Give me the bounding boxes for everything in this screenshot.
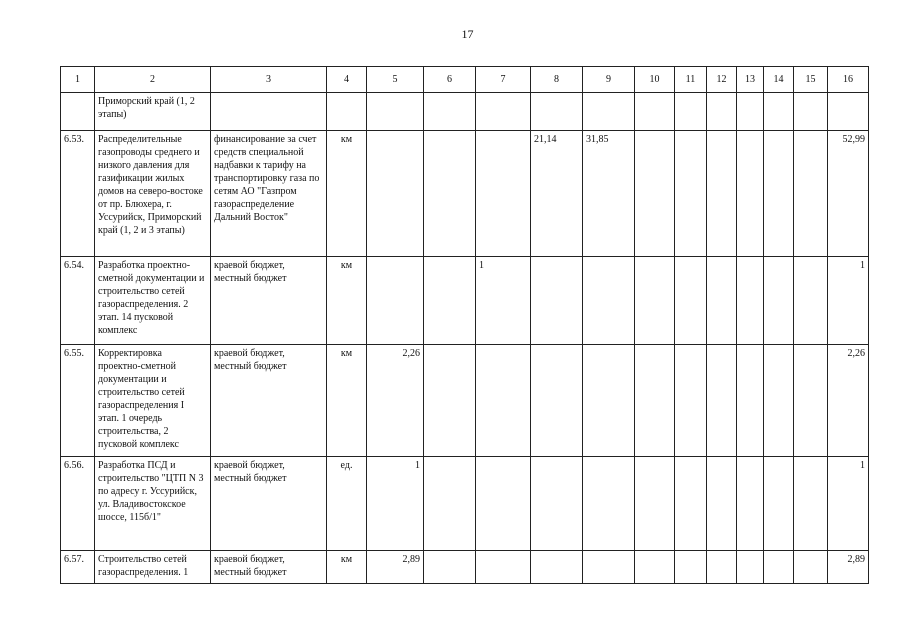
row-id [61, 93, 95, 131]
row-col16: 2,89 [828, 551, 869, 584]
row-col9 [583, 551, 635, 584]
header-row [61, 67, 869, 93]
program-table [60, 66, 869, 584]
row-col5: 2,26 [367, 345, 424, 457]
col-header: 9 [583, 67, 635, 93]
row-col5 [367, 131, 424, 257]
row-col16: 2,26 [828, 345, 869, 457]
row-unit: ед. [327, 457, 367, 551]
col-header: 15 [794, 67, 828, 93]
row-name: Строительство сетей газораспределения. 1 [95, 551, 211, 584]
table-row [61, 345, 869, 457]
row-source [211, 93, 327, 131]
row-col7: 1 [476, 257, 531, 345]
col-header: 12 [707, 67, 737, 93]
row-col16 [828, 93, 869, 131]
row-col16: 52,99 [828, 131, 869, 257]
row-col8 [531, 457, 583, 551]
row-col8 [531, 551, 583, 584]
row-col8 [531, 257, 583, 345]
col-header: 1 [61, 67, 95, 93]
row-col5: 2,89 [367, 551, 424, 584]
row-unit: км [327, 345, 367, 457]
table-row [61, 93, 869, 131]
row-col9 [583, 457, 635, 551]
row-source: краевой бюджет, местный бюджет [211, 457, 327, 551]
row-name: Разработка ПСД и строительство "ЦТП N 3 по адресу г. Уссурийск, ул. Владивостокское шоссе, 115б/1" [95, 457, 211, 551]
col-header: 14 [764, 67, 794, 93]
row-col8: 21,14 [531, 131, 583, 257]
row-col9 [583, 257, 635, 345]
row-unit [327, 93, 367, 131]
row-col8 [531, 345, 583, 457]
row-source: краевой бюджет, местный бюджет [211, 257, 327, 345]
row-col5 [367, 93, 424, 131]
row-id: 6.55. [61, 345, 95, 457]
row-source: краевой бюджет, местный бюджет [211, 345, 327, 457]
table-row [61, 131, 869, 257]
table-row [61, 551, 869, 584]
row-col5: 1 [367, 457, 424, 551]
table-row [61, 457, 869, 551]
row-unit: км [327, 257, 367, 345]
col-header: 6 [424, 67, 476, 93]
row-source: краевой бюджет, местный бюджет [211, 551, 327, 584]
row-name: Разработка проектно-сметной документации и строительство сетей газораспределения. 2 этап. 14 пусковой комплекс [95, 257, 211, 345]
row-col9: 31,85 [583, 131, 635, 257]
row-col7 [476, 93, 531, 131]
col-header: 7 [476, 67, 531, 93]
page-number: 17 [461, 27, 474, 41]
row-col9 [583, 93, 635, 131]
row-name: Приморский край (1, 2 этапы) [95, 93, 211, 131]
row-name: Распределительные газопроводы среднего и низкого давления для газификации жилых домов на северо-востоке от пр. Блюхера, г. Уссурийск, Приморский край (1, 2 и 3 этапы) [95, 131, 211, 257]
table-row [61, 257, 869, 345]
row-col5 [367, 257, 424, 345]
row-id: 6.54. [61, 257, 95, 345]
col-header: 11 [675, 67, 707, 93]
row-col9 [583, 345, 635, 457]
row-id: 6.57. [61, 551, 95, 584]
col-header: 4 [327, 67, 367, 93]
row-col8 [531, 93, 583, 131]
col-header: 8 [531, 67, 583, 93]
row-unit: км [327, 131, 367, 257]
row-name: Корректировка проектно-сметной документации и строительство сетей газораспределения I этап. 1 очередь строительства, 2 пусковой комплекс [95, 345, 211, 457]
row-col16: 1 [828, 457, 869, 551]
row-col7 [476, 551, 531, 584]
col-header: 10 [635, 67, 675, 93]
row-id: 6.53. [61, 131, 95, 257]
row-col7 [476, 345, 531, 457]
col-header: 3 [211, 67, 327, 93]
row-id: 6.56. [61, 457, 95, 551]
row-source: финансирование за счет средств специальной надбавки к тарифу на транспортировку газа по сетям АО "Газпром газораспределение Дальний Восток" [211, 131, 327, 257]
col-header: 2 [95, 67, 211, 93]
col-header: 16 [828, 67, 869, 93]
row-unit: км [327, 551, 367, 584]
col-header: 13 [737, 67, 764, 93]
row-col7 [476, 457, 531, 551]
row-col16: 1 [828, 257, 869, 345]
row-col7 [476, 131, 531, 257]
col-header: 5 [367, 67, 424, 93]
